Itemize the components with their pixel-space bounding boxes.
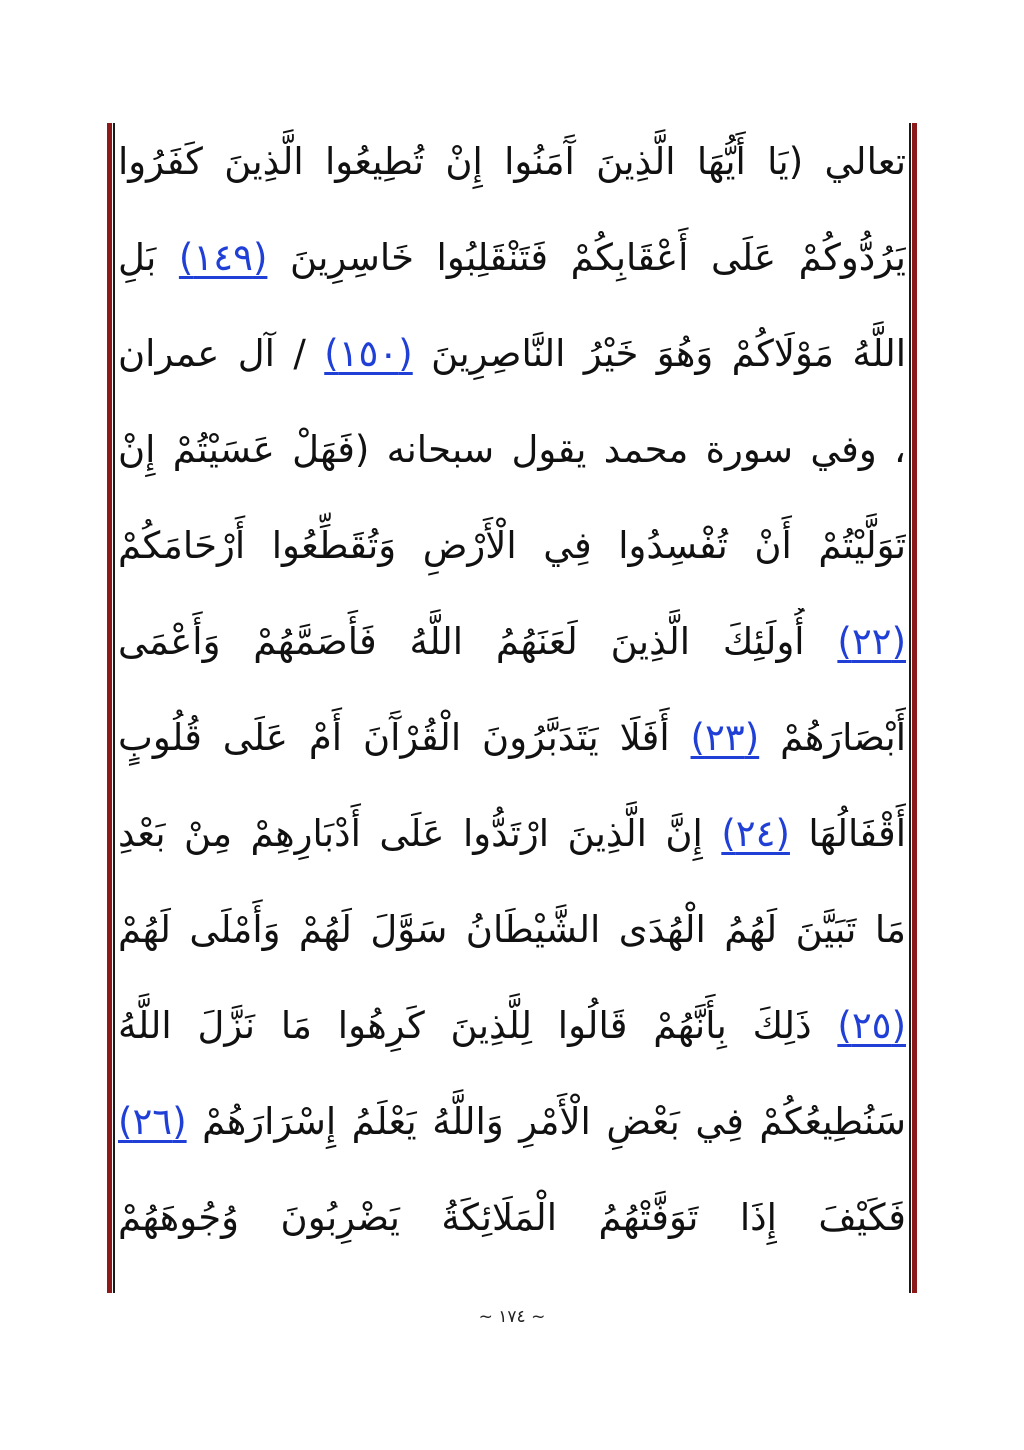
right-border-inner	[909, 123, 911, 1293]
text-line	[118, 416, 906, 512]
text-segment: بَلِ	[118, 236, 179, 279]
verse-reference-link[interactable]: (٢٦)	[118, 1100, 187, 1143]
text-line	[118, 608, 906, 704]
text-line	[118, 512, 906, 608]
text-segment: تَوَلَّيْتُمْ أَنْ تُفْسِدُوا فِي الْأَرْضِ وَتُقَطِّعُوا أَرْحَامَكُمْ	[118, 524, 906, 567]
text-segment: أَبْصَارَهُمْ	[759, 716, 906, 759]
text-line	[118, 224, 906, 320]
text-segment: إِنَّ الَّذِينَ ارْتَدُّوا عَلَى أَدْبَارِهِمْ مِنْ بَعْدِ	[118, 812, 722, 855]
left-border-inner	[113, 123, 115, 1293]
verse-reference-link[interactable]: (٢٣)	[690, 716, 760, 759]
right-border-outer	[912, 123, 917, 1293]
text-segment: سَنُطِيعُكُمْ فِي بَعْضِ الْأَمْرِ وَاللَّهُ يَعْلَمُ إِسْرَارَهُمْ	[186, 1100, 906, 1143]
text-segment: / آل عمران	[118, 332, 325, 375]
text-line	[118, 992, 906, 1088]
text-segment: أُولَئِكَ الَّذِينَ لَعَنَهُمُ اللَّهُ فَأَصَمَّهُمْ وَأَعْمَى	[118, 620, 838, 663]
text-segment: تعالي (يَا أَيُّهَا الَّذِينَ آَمَنُوا إِنْ تُطِيعُوا الَّذِينَ كَفَرُوا	[118, 140, 906, 183]
text-line	[118, 320, 906, 416]
text-segment: مَا تَبَيَّنَ لَهُمُ الْهُدَى الشَّيْطَانُ سَوَّلَ لَهُمْ وَأَمْلَى لَهُمْ	[118, 908, 906, 951]
verse-reference-link[interactable]: (٢٢)	[837, 620, 906, 663]
text-segment: ، وفي سورة محمد يقول سبحانه (فَهَلْ عَسَيْتُمْ إِنْ	[118, 428, 906, 471]
verse-reference-link[interactable]: (٢٥)	[837, 1004, 906, 1047]
text-line	[118, 1088, 906, 1184]
text-segment: فَكَيْفَ إِذَا تَوَفَّتْهُمُ الْمَلَائِكَةُ يَضْرِبُونَ وُجُوهَهُمْ	[118, 1196, 906, 1239]
body-text	[118, 128, 906, 1280]
left-border-outer	[107, 123, 112, 1293]
page-number: ~ ١٧٤ ~	[478, 1307, 546, 1327]
text-segment: يَرُدُّوكُمْ عَلَى أَعْقَابِكُمْ فَتَنْقَلِبُوا خَاسِرِينَ	[267, 236, 906, 279]
verse-reference-link[interactable]: (٢٤)	[721, 812, 790, 855]
text-segment: أَفَلَا يَتَدَبَّرُونَ الْقُرْآَنَ أَمْ عَلَى قُلُوبٍ	[118, 716, 691, 759]
verse-reference-link[interactable]: (١٥٠)	[324, 332, 413, 375]
text-line	[118, 128, 906, 224]
text-line	[118, 1184, 906, 1280]
text-line	[118, 704, 906, 800]
text-line	[118, 800, 906, 896]
verse-reference-link[interactable]: (١٤٩)	[178, 236, 268, 279]
text-segment: ذَلِكَ بِأَنَّهُمْ قَالُوا لِلَّذِينَ كَرِهُوا مَا نَزَّلَ اللَّهُ	[118, 1004, 838, 1047]
text-segment: اللَّهُ مَوْلَاكُمْ وَهُوَ خَيْرُ النَّاصِرِينَ	[412, 332, 906, 375]
text-segment: أَقْفَالُهَا	[789, 812, 906, 855]
text-line	[118, 896, 906, 992]
